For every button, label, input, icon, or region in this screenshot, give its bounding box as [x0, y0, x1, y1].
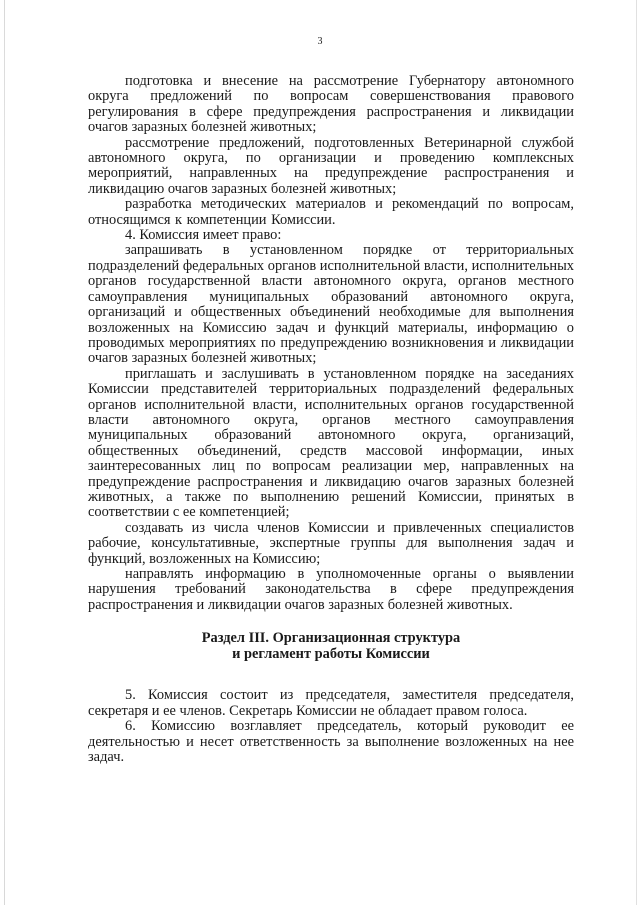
page-number: 3 — [317, 36, 323, 47]
paragraph-send-information: направлять информацию в уполномоченные органы о выявлении нарушения требований законодательства в сфере предупреждения распространения и ликвидации очагов заразных болезней животных. — [88, 566, 574, 613]
scan-edge-left — [4, 0, 5, 905]
section-title-line2: и регламент работы Комиссии — [232, 645, 430, 662]
paragraph-review-proposals: рассмотрение предложений, подготовленных Ветеринарной службой автономного округа, по организации и проведению комплексных мероприятий, направленных на предупреждение распространения и ликвидацию очагов заразных болезней животных; — [88, 134, 574, 197]
paragraph-commission-rights-heading: 4. Комиссия имеет право: — [125, 227, 282, 244]
paragraph-invite-representatives: приглашать и заслушивать в установленном порядке на заседаниях Комиссии представителей территориальных подразделений федеральных органов исполнительной власти, исполнительных органов государственной власти автономного округа, органов местного самоуправления муниципальных образований автономного округа, организаций, общественных объединений, средств массовой информации, иных заинтересованных лиц по вопросам реализации мер, направленных на предупреждение распространения и ликвидацию очагов заразных болезней животных, а также по выполнению решений Комиссии, принятых в соответствии с ее компетенцией; — [88, 365, 574, 521]
document-body — [88, 74, 574, 765]
paragraph-commission-chairman: 6. Комиссию возглавляет председатель, который руководит ее деятельностью и несет ответственность за выполнение возложенных на нее задач. — [88, 718, 574, 766]
paragraph-legislation-proposals: подготовка и внесение на рассмотрение Губернатору автономного округа предложений по вопросам совершенствования правового регулирования в сфере предупреждения распространения и ликвидации очагов заразных болезней животных; — [88, 73, 574, 136]
paragraph-methodical-materials: разработка методических материалов и рекомендаций по вопросам, относящимся к компетенции Комиссии. — [88, 196, 574, 228]
paragraph-commission-composition: 5. Комиссия состоит из председателя, заместителя председателя, секретаря и ее членов. Секретарь Комиссии не обладает правом голоса. — [88, 687, 574, 719]
section-title-line1: Раздел III. Организационная структура — [201, 630, 461, 647]
section-heading — [88, 631, 574, 662]
paragraph-request-materials: запрашивать в установленном порядке от территориальных подразделений федеральных органов исполнительной власти, исполнительных органов государственной власти автономного округа, органов местного самоуправления муниципальных образований автономного округа, организаций и общественных объединений необходимые для выполнения возложенных на Комиссию задач и функций материалы, информацию о проводимых мероприятиях по предупреждению возникновения и ликвидации очагов заразных болезней животных; — [88, 242, 574, 367]
scan-edge-right — [636, 0, 637, 905]
paragraph-create-groups: создавать из числа членов Комиссии и привлеченных специалистов рабочие, консультативные, экспертные группы для выполнения задач и функций, возложенных на Комиссию; — [88, 519, 574, 567]
